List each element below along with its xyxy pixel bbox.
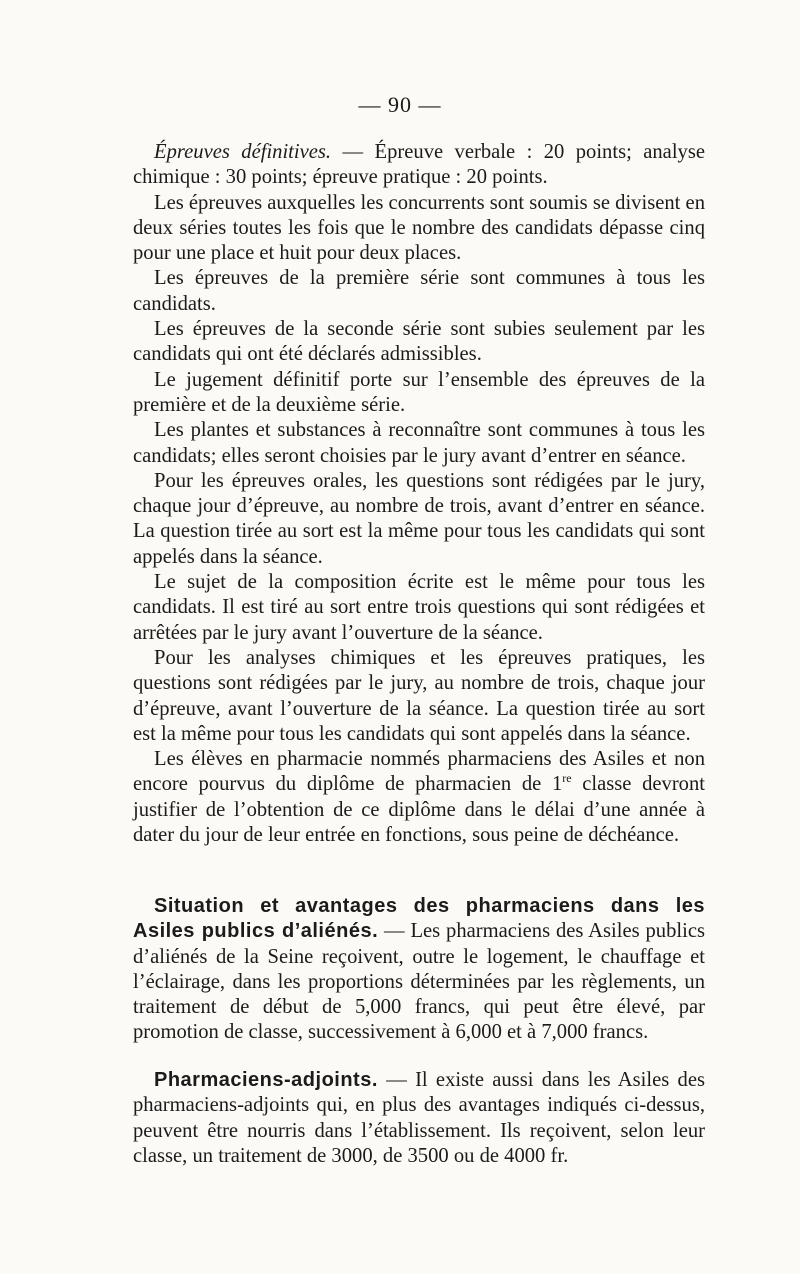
epreuves-intro-text: — Épreuve verbale : 20 points; analyse chimique : 30 points; épreuve pratique : 20 points.: [133, 141, 705, 189]
epreuves-title: Épreuves définitives.: [154, 141, 332, 163]
epreuves-intro-paragraph: [133, 140, 705, 191]
situation-paragraph: [133, 894, 705, 1046]
adjoints-heading: Pharmaciens-adjoints.: [154, 1069, 378, 1091]
paragraph-premiere-serie: Les épreuves de la première série sont communes à tous les candidats.: [133, 267, 705, 315]
paragraph-seconde-serie: Les épreuves de la seconde série sont subies seulement par les candidats qui ont été déclarés admissibles.: [133, 318, 705, 366]
page-number: — 90 —: [358, 92, 442, 117]
paragraph-jugement: Le jugement définitif porte sur l’ensemble des épreuves de la première et de la deuxième série.: [133, 368, 705, 416]
paragraph-analyses-chimiques: Pour les analyses chimiques et les épreuves pratiques, les questions sont rédigées par le jury, au nombre de trois, chaque jour d’épreuve, avant l’ouverture de la séance. La question tirée au sort est la même pour tous les candidats qui sont appelés dans la séance.: [133, 646, 705, 745]
paragraph-composition-ecrite: Le sujet de la composition écrite est le même pour tous les candidats. Il est tiré au sort entre trois questions qui sont rédigées et arrêtées par le jury avant l’ouverture de la séance.: [133, 571, 705, 644]
adjoints-paragraph: [133, 1068, 705, 1169]
paragraph-plantes: Les plantes et substances à reconnaître sont communes à tous les candidats; elles seront choisies par le jury avant d’entrer en séance.: [133, 419, 705, 467]
paragraph-epreuves-orales: Pour les épreuves orales, les questions sont rédigées par le jury, chaque jour d’épreuve, au nombre de trois, avant d’entrer en séance. La question tirée au sort est la même pour tous les candidats qui sont appelés dans la séance.: [133, 469, 705, 568]
ordinal-superscript: re: [562, 771, 572, 786]
eleves-text-end: classe devront justifier de l’obtention de ce diplôme dans le délai d’une année à dater du jour de leur entrée en fonctions, sous peine de déchéance.: [133, 773, 705, 847]
paragraph-series: Les épreuves auxquelles les concurrents sont soumis se divisent en deux séries toutes les fois que le nombre des candidats dépasse cinq pour une place et huit pour deux places.: [133, 191, 705, 265]
paragraph-eleves: [133, 747, 705, 848]
situation-text: — Les pharmaciens des Asiles publics d’aliénés de la Seine reçoivent, outre le logement, le chauffage et l’éclairage, dans les proportions déterminées par les règlements, un traitement de début de 5,000 francs, qui peut être élevé, par promotion de classe, successivement à 6,000 et à 7,000 francs.: [133, 920, 706, 1044]
adjoints-section: [133, 1068, 705, 1169]
epreuves-section: [133, 140, 705, 848]
situation-section: [133, 894, 705, 1046]
adjoints-text: — Il existe aussi dans les Asiles des pharmaciens-adjoints qui, en plus des avantages indiqués ci-dessus, peuvent être nourris dans l’établissement. Ils reçoivent, selon leur classe, un traitement de 3000, de 3500 ou de 4000 fr.: [133, 1069, 705, 1167]
situation-heading: Situation et avantages des pharmaciens dans les Asiles publics d’aliénés.: [133, 895, 705, 943]
eleves-text-start: Les élèves en pharmacie nommés pharmaciens des Asiles et non encore pourvus du diplôme de pharmacien de 1: [133, 748, 705, 796]
